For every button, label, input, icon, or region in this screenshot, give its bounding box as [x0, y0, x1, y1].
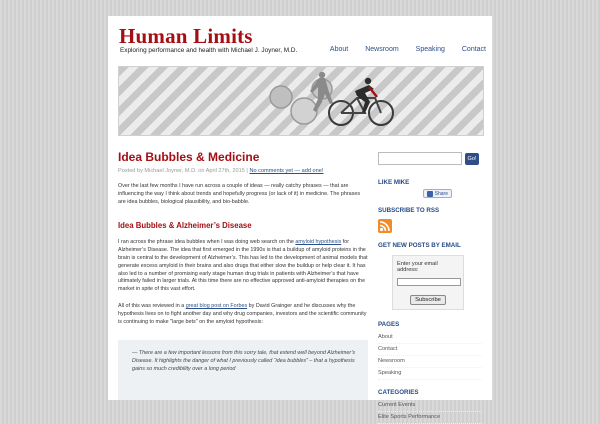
sidebar-page-contact[interactable]: Contact	[378, 344, 482, 356]
pages-list	[378, 332, 482, 380]
pages-heading: PAGES	[378, 321, 400, 328]
post-subheading: Idea Bubbles & Alzheimer’s Disease	[118, 221, 252, 231]
blockquote: — There are a few important lessons from this sorry tale, that extend well beyond Alzheimer’s Disease. It highlights the danger of what I previously called “idea bubbles” – that a hypothesis gains so much credibility over a long period	[118, 340, 368, 400]
p3-text-after: by David Grainger and he discusses why the hypothesis lives on to fight another day and why drug companies, investors and the scientific community is continuing to make "large bets" on the amyloid hypothesis:	[118, 302, 367, 325]
header-banner-image	[118, 66, 484, 136]
email-subscribe-form	[392, 255, 464, 310]
post-paragraph-2	[118, 239, 368, 294]
site-title[interactable]: Human Limits	[119, 24, 253, 48]
post-meta	[118, 168, 368, 174]
amyloid-hypothesis-link[interactable]: amyloid hypothesis	[295, 239, 342, 246]
p2-text-after: for Alzheimer’s Disease. The idea that first emerged in the 1990s is that a buildup of amyloid proteins in the brain is central to the development of Alzheimer’s. This has led to the development of animal models that generate excess amyloid in their brains and also drugs that either slow the buildup or help clear it. It has also led to a number of promising early stage human drug trials in patients with Alzheimer’s that have ultimately failed in larger trials. At this time there are no effective approved anti-amyloid therapies on the market in spite of this vast effort.	[118, 239, 368, 293]
facebook-icon	[427, 191, 433, 197]
rss-heading: SUBSCRIBE TO RSS	[378, 207, 440, 214]
email-label: Enter your email address:	[397, 261, 438, 273]
search-input[interactable]	[378, 152, 462, 165]
post-paragraph-3	[118, 303, 368, 326]
site-tagline: Exploring performance and health with Michael J. Joyner, M.D.	[120, 47, 298, 54]
sidebar-page-speaking[interactable]: Speaking	[378, 368, 482, 380]
sidebar-page-newsroom[interactable]: Newsroom	[378, 356, 482, 368]
sidebar	[378, 152, 482, 424]
nav-newsroom[interactable]: Newsroom	[365, 46, 399, 53]
main-content	[118, 150, 368, 400]
site-header	[108, 16, 492, 66]
search-button[interactable]: Go!	[465, 153, 479, 165]
categories-heading: CATEGORIES	[378, 389, 419, 396]
share-row	[378, 189, 452, 198]
search-form	[378, 152, 482, 165]
category-current-events[interactable]: Current Events	[378, 400, 482, 412]
share-button[interactable]	[423, 189, 452, 198]
nav-speaking[interactable]: Speaking	[415, 46, 445, 53]
post-byline: Posted by Michael Joyner, M.D. on April 27th, 2015 |	[118, 168, 248, 174]
nav-about[interactable]: About	[329, 46, 349, 53]
post-intro-paragraph: Over the last few months I have run across a couple of ideas — really catchy phrases — that are influencing the way I think about trends and hopefully progress (or lack of it) in medicine. The phrases are idea bubbles, biological plausibility, and bio-babble.	[118, 183, 361, 205]
rss-icon[interactable]	[378, 219, 392, 233]
email-field[interactable]	[397, 278, 461, 286]
nav-contact[interactable]: Contact	[461, 46, 486, 53]
page-container	[108, 16, 492, 420]
comments-link[interactable]: No comments yet — add one!	[249, 168, 324, 174]
post-title[interactable]: Idea Bubbles & Medicine	[118, 150, 260, 164]
main-nav	[313, 46, 486, 53]
categories-list	[378, 400, 482, 424]
forbes-blog-link[interactable]: great blog post on Forbes	[185, 302, 248, 309]
p2-text-before: I ran across the phrase idea bubbles when I was doing web search on the	[118, 239, 294, 246]
p3-text-before: All of this was reviewed in a	[118, 302, 185, 309]
share-label: Share	[434, 190, 448, 197]
cyclist-runner-illustration	[119, 67, 485, 137]
email-heading: GET NEW POSTS BY EMAIL	[378, 242, 461, 249]
subscribe-button[interactable]: Subscribe	[410, 295, 446, 305]
like-heading: LIKE MIKE	[378, 179, 410, 186]
category-elite-sports[interactable]: Elite Sports Performance	[378, 412, 482, 424]
sidebar-page-about[interactable]: About	[378, 332, 482, 344]
